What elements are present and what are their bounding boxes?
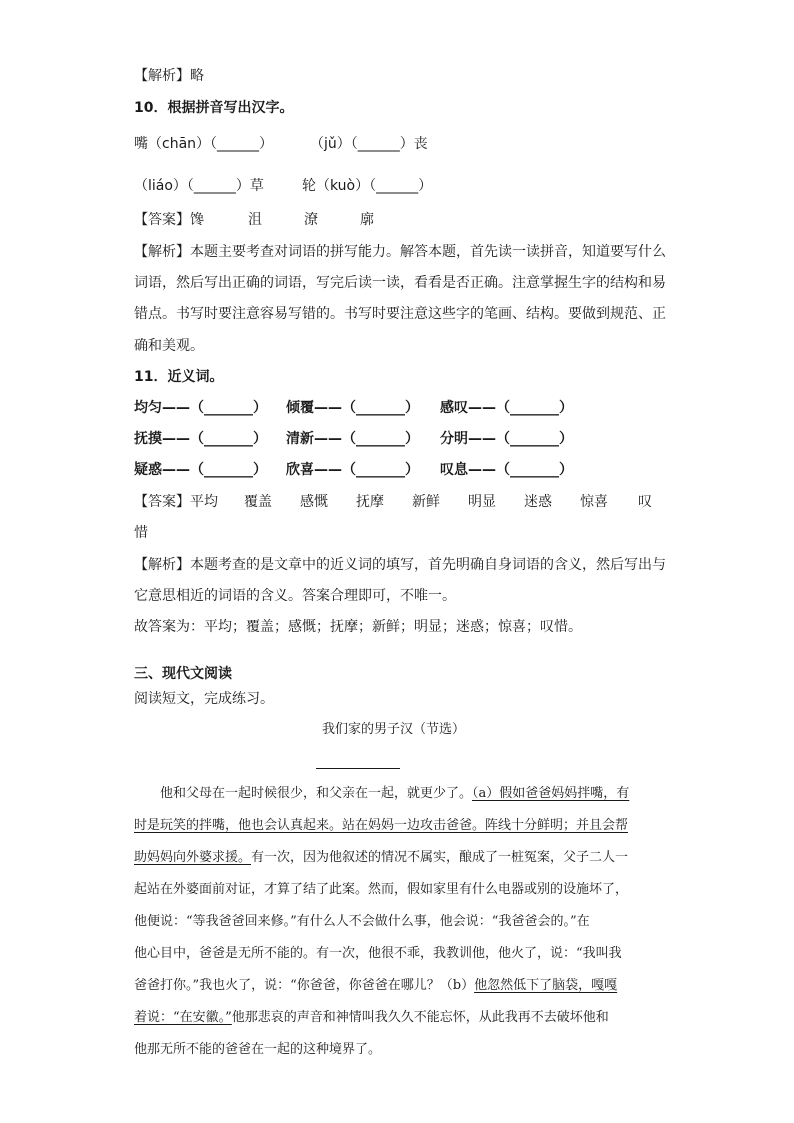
q11-item: 分明——（_______） [440, 431, 573, 447]
q10-item-1: 嘴（chān）（______） [134, 136, 274, 152]
story-underlined-text: （a）假如爸爸妈妈拌嘴，有 [472, 786, 630, 801]
q10-analysis-line: 词语，然后写出正确的词语，写完后读一读，看看是否正确。注意掌握生字的结构和易 [134, 275, 666, 291]
q11-answer: 叹 [638, 494, 652, 510]
q11-answer: 迷惑 [524, 494, 552, 510]
q11-analysis-line: 【解析】本题考查的是文章中的近义词的填写，首先明确自身词语的含义，然后写出与 [134, 557, 666, 573]
q9-analysis: 【解析】略 [134, 68, 204, 84]
q11-item: 抚摸——（_______） [134, 431, 267, 447]
q10-analysis-line: 确和美观。 [134, 338, 204, 354]
q11-answer-wrap: 惜 [134, 525, 148, 541]
q11-item: 倾覆——（_______） [286, 400, 419, 416]
story-title-rule [316, 768, 400, 769]
story-title: 我们家的男子汉（节选） [322, 722, 466, 737]
q10-title: 10．根据拼音写出汉字。 [134, 100, 294, 116]
q11-answer: 惊喜 [580, 494, 608, 510]
q10-item-4: 轮（kuò）（______） [302, 178, 433, 194]
story-underlined-text: 助妈妈向外婆求援。 [134, 850, 252, 865]
q11-answer: 感慨 [300, 494, 328, 510]
story-line [134, 1008, 664, 1028]
q11-answer: 平均 [190, 494, 218, 510]
q11-analysis-line: 它意思相近的词语的含义。答案合理即可，不唯一。 [134, 588, 456, 604]
story-text: 有一次，因为他叙述的情况不属实，酿成了一桩冤案，父子二人一 [251, 850, 629, 865]
q11-answer: 覆盖 [244, 494, 272, 510]
story-underlined-text: 他忽然低下了脑袋，嘎嘎 [474, 978, 618, 993]
q11-item: 均匀——（_______） [134, 400, 267, 416]
story-line: 他便说：“等我爸爸回来修。”有什么人不会做什么事，他会说：“我爸爸会的。”在 [134, 914, 590, 929]
story-text: 他那悲哀的声音和神情叫我久久不能忘怀，从此我再不去破坏他和 [231, 1010, 609, 1025]
story-line [134, 848, 664, 868]
q11-answer: 抚摩 [356, 494, 384, 510]
q11-item: 叹息——（_______） [440, 462, 573, 478]
q10-item-3: （liáo）（______）草 [134, 178, 264, 194]
story-underlined-text: 着说：“在安徽。” [134, 1010, 232, 1025]
q10-answer: 潦 [304, 212, 318, 228]
story-underlined-text: 时是玩笑的拌嘴，他也会认真起来。站在妈妈一边攻击爸爸。阵线十分鲜明；并且会帮 [134, 818, 629, 833]
q11-answer: 明显 [468, 494, 496, 510]
q10-answer: 沮 [248, 212, 262, 228]
story-line: 他心目中，爸爸是无所不能的。有一次，他很不乖，我教训他，他火了，说：“我叫我 [134, 946, 622, 961]
story-line [134, 784, 664, 804]
q11-answer-label: 【答案】 [134, 494, 190, 510]
q11-item: 清新——（_______） [286, 431, 419, 447]
story-line [134, 976, 664, 996]
section-instruction: 阅读短文，完成练习。 [134, 691, 274, 707]
story-line [134, 816, 664, 836]
q10-answer: 馋 [190, 212, 204, 228]
q10-answer-label: 【答案】 [134, 212, 190, 228]
q11-summary: 故答案为：平均；覆盖；感慨；抚摩；新鲜；明显；迷惑；惊喜；叹惜。 [134, 619, 582, 635]
q11-item: 感叹——（_______） [440, 400, 573, 416]
q10-answer: 廓 [360, 212, 374, 228]
q11-item: 欣喜——（_______） [286, 462, 419, 478]
story-text: 爸爸打你。”我也火了，说：“你爸爸，你爸爸在哪儿？（b） [134, 978, 475, 993]
q10-item-2: （jǔ）（______）丧 [310, 136, 428, 152]
q11-title: 11．近义词。 [134, 369, 224, 385]
q10-analysis-line: 【解析】本题主要考查对词语的拼写能力。解答本题，首先读一读拼音，知道要写什么 [134, 244, 666, 260]
story-text: 他和父母在一起时候很少，和父亲在一起，就更少了。 [160, 786, 473, 801]
story-line: 他那无所不能的爸爸在一起的这种境界了。 [134, 1042, 382, 1057]
section-heading: 三、现代文阅读 [134, 666, 232, 682]
q11-answer: 新鲜 [412, 494, 440, 510]
q11-item: 疑惑——（_______） [134, 462, 267, 478]
story-line: 起站在外婆面前对证，才算了结了此案。然而，假如家里有什么电器或别的设施坏了， [134, 882, 629, 897]
q10-analysis-line: 错点。书写时要注意容易写错的。书写时要注意这些字的笔画、结构。要做到规范、正 [134, 306, 666, 322]
